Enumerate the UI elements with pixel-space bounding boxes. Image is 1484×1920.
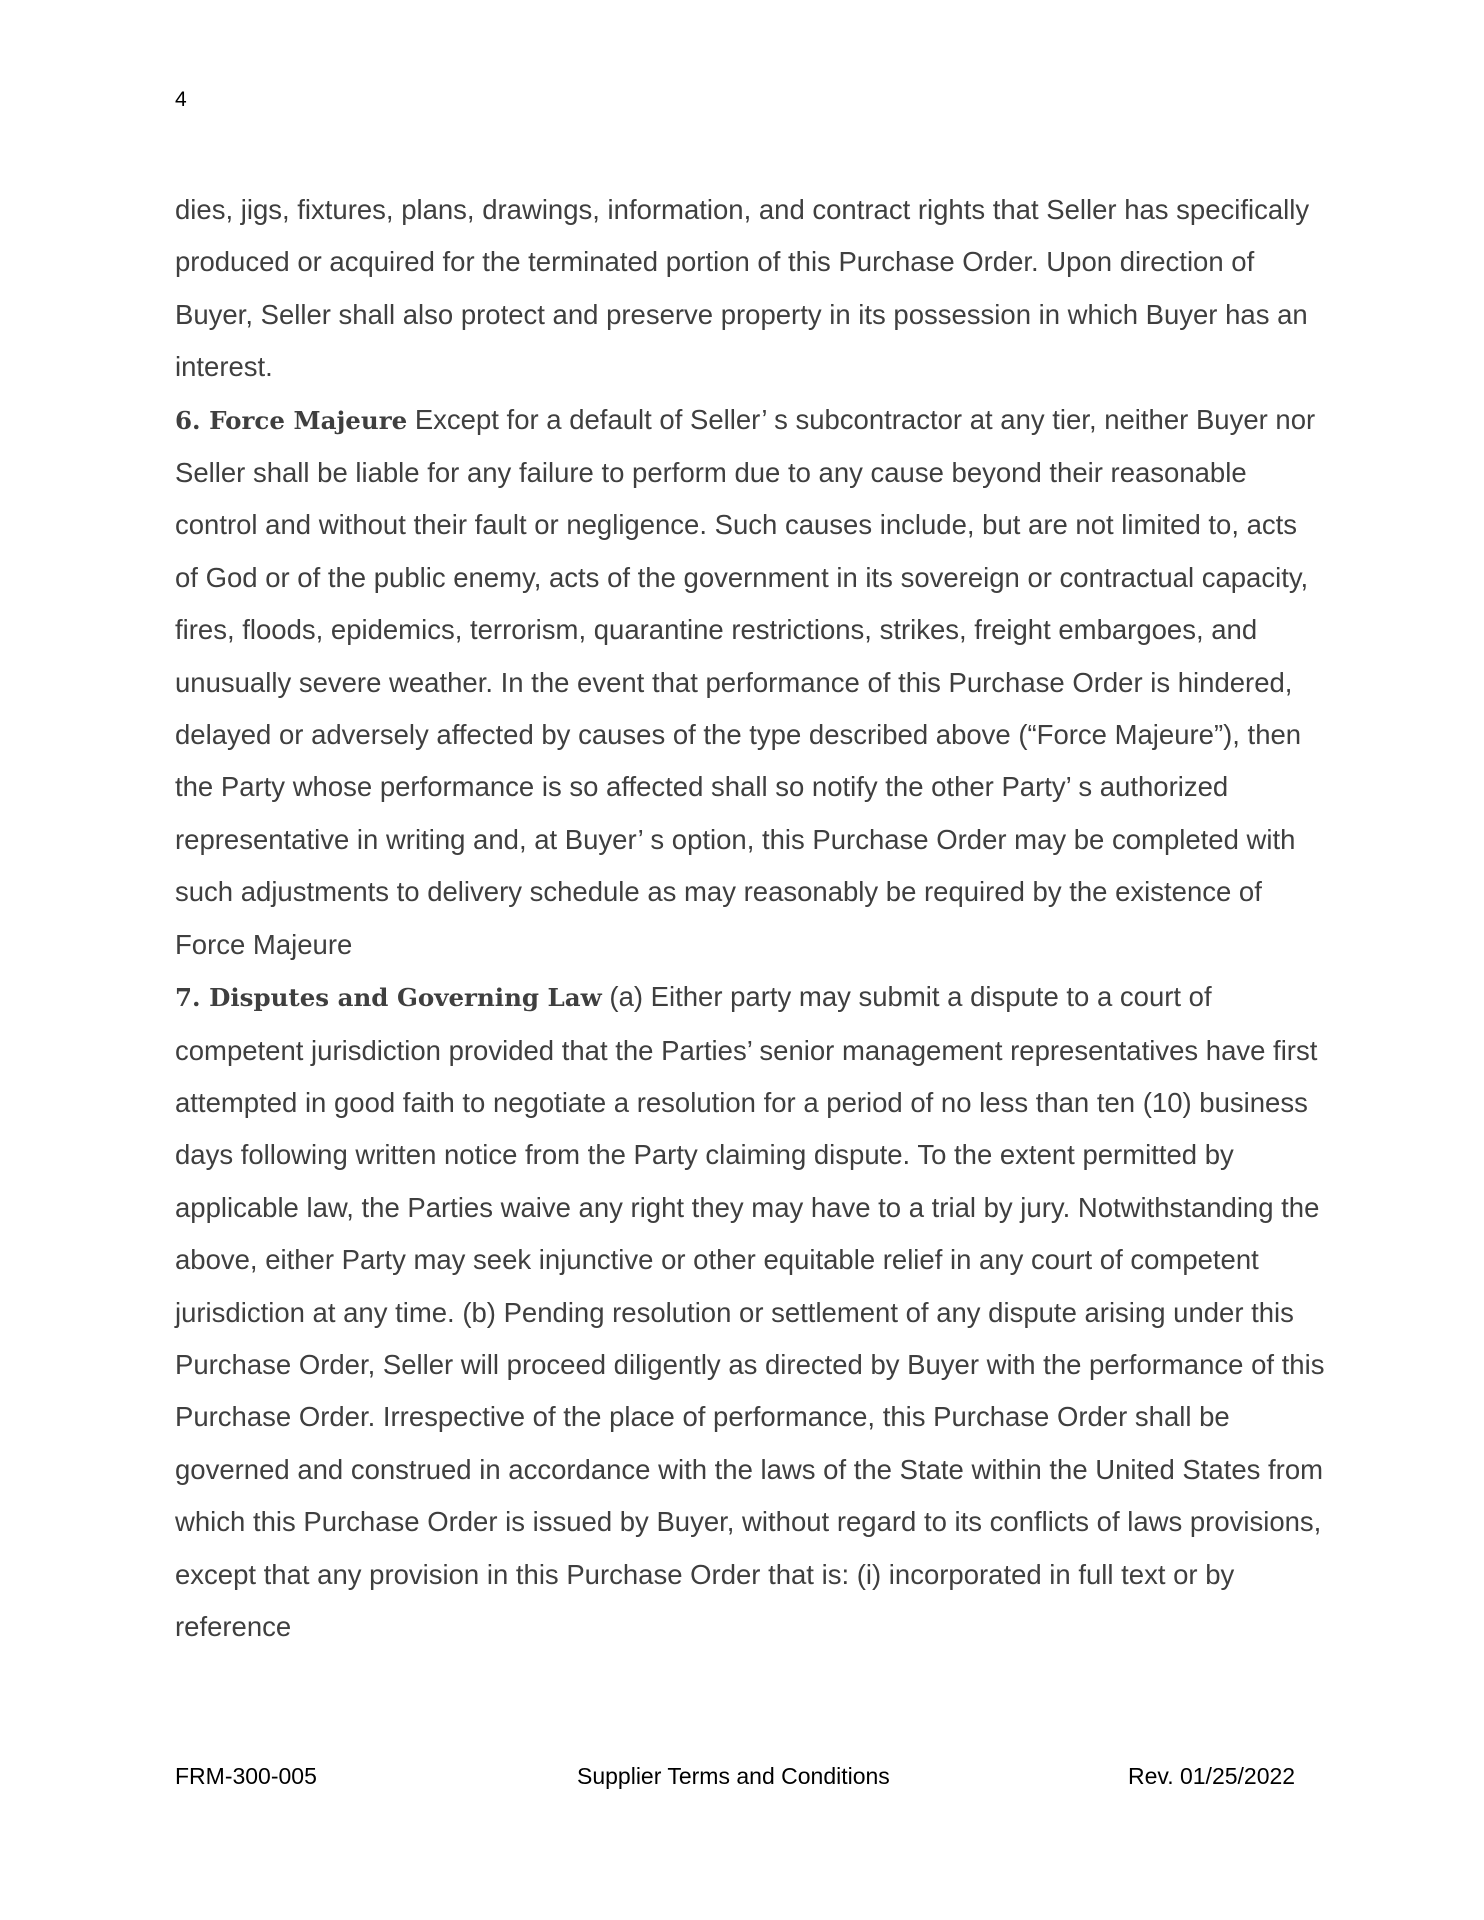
section-heading-force-majeure: 6. Force Majeure (175, 405, 408, 435)
footer-title: Supplier Terms and Conditions (577, 1763, 890, 1789)
document-body (175, 184, 1325, 1653)
section-heading-disputes-governing-law: 7. Disputes and Governing Law (175, 983, 602, 1013)
page-number: 4 (175, 88, 187, 111)
paragraph-termination-continued (175, 184, 1325, 394)
paragraph-disputes-governing-law (175, 971, 1325, 1653)
paragraph-force-majeure (175, 394, 1325, 971)
paragraph-text: (a) Either party may submit a dispute to a court of competent jurisdiction provided that the Parties’ senior management representatives have first attempted in good faith to negotiate a resolution for a period of no less than ten (10) business days following written notice from the Party claiming dispute. To the extent permitted by applicable law, the Parties waive any right they may have to a trial by jury. Notwithstanding the above, either Party may seek injunctive or other equitable relief in any court of competent jurisdiction at any time. (b) Pending resolution or settlement of any dispute arising under this Purchase Order, Seller will proceed diligently as directed by Buyer with the performance of this Purchase Order. Irrespective of the place of performance, this Purchase Order shall be governed and construed in accordance with the laws of the State within the United States from which this Purchase Order is issued by Buyer, without regard to its conflicts of laws provisions, except that any provision in this Purchase Order that is: (i) incorporated in full text or by reference (175, 981, 1325, 1642)
paragraph-text: Except for a default of Seller’ s subcontractor at any tier, neither Buyer nor Seller shall be liable for any failure to perform due to any cause beyond their reasonable control and without their fault or negligence. Such causes include, but are not limited to, acts of God or of the public enemy, acts of the government in its sovereign or contractual capacity, fires, floods, epidemics, terrorism, quarantine restrictions, strikes, freight embargoes, and unusually severe weather. In the event that performance of this Purchase Order is hindered, delayed or adversely affected by causes of the type described above (“Force Majeure”), then the Party whose performance is so affected shall so notify the other Party’ s authorized representative in writing and, at Buyer’ s option, this Purchase Order may be completed with such adjustments to delivery schedule as may reasonably be required by the existence of Force Majeure (175, 403, 1316, 960)
footer-form-number: FRM-300-005 (175, 1763, 317, 1789)
paragraph-text: dies, jigs, fixtures, plans, drawings, information, and contract rights that Seller has specifically produced or acquired for the terminated portion of this Purchase Order. Upon direction of Buyer, Seller shall also protect and preserve property in its possession in which Buyer has an interest. (175, 194, 1310, 383)
footer-revision: Rev. 01/25/2022 (1128, 1763, 1296, 1789)
